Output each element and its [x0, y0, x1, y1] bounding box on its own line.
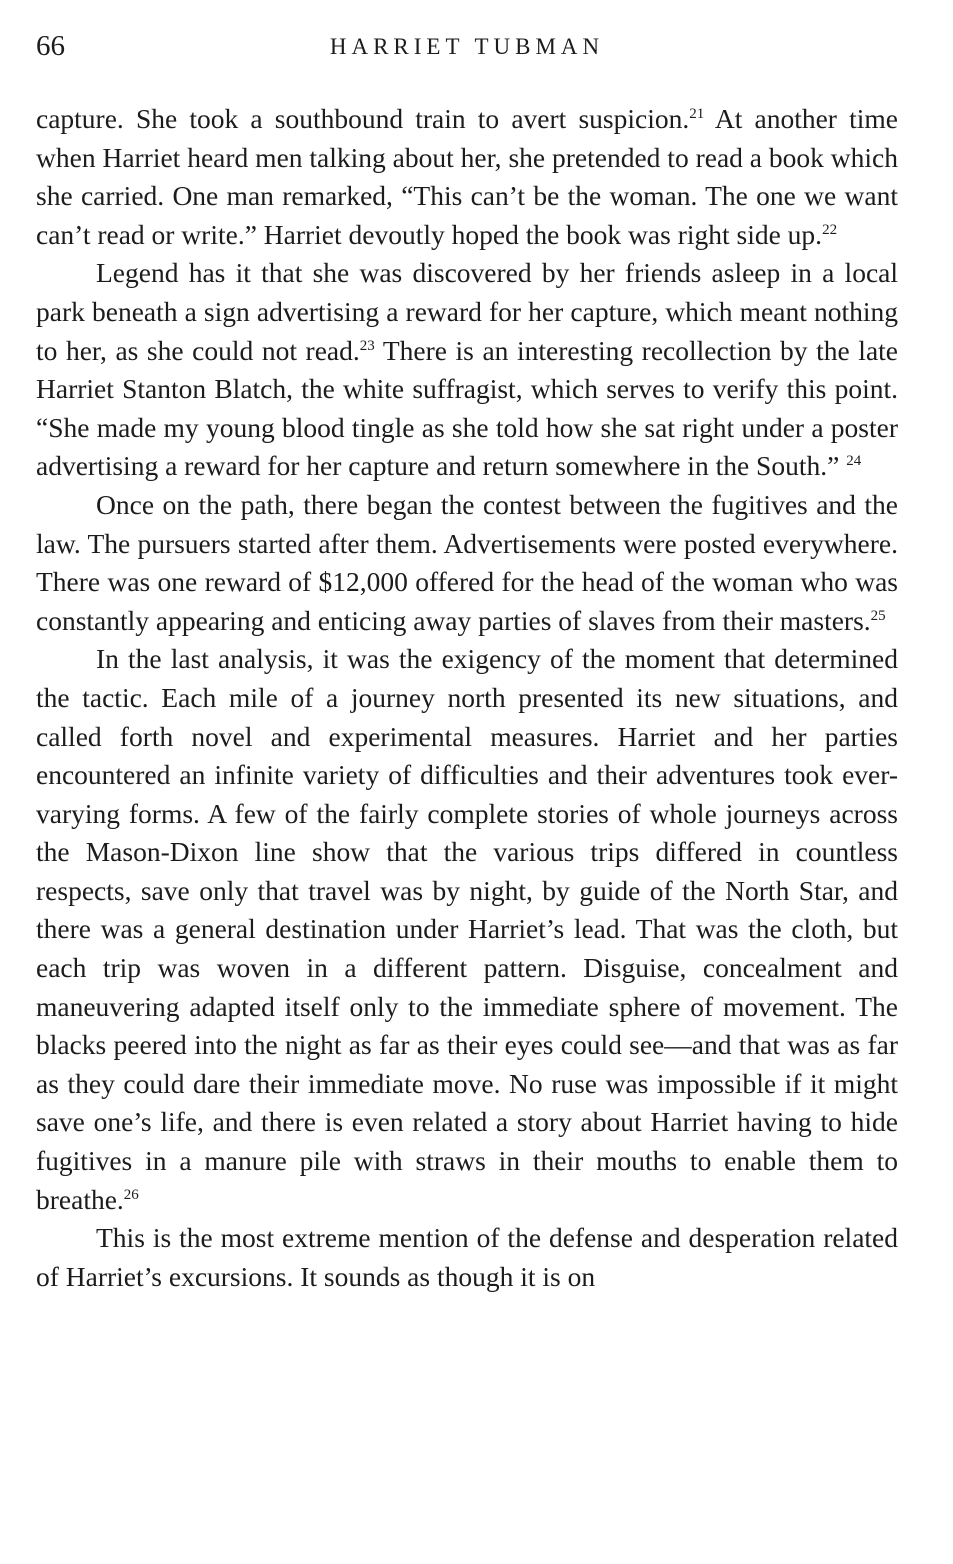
footnote-marker: 26: [123, 1186, 139, 1203]
paragraph-text: In the last analysis, it was the exigency of the moment that determined the tactic. Each mile of a journey north presented its new situations, and called forth novel and experimental measures. Harriet and her parties encountered an infinite variety of difficulties and their adventures took ever-varying forms. A few of the fairly complete stories of whole journeys across the Mason-Dixon line show that the various trips differed in countless respects, save only that travel was by night, by guide of the North Star, and there was a general destination under Harriet’s lead. That was the cloth, but each trip was woven in a different pattern. Disguise, concealment and maneuvering adapted itself only to the immediate sphere of movement. The blacks peered into the night as far as their eyes could see—and that was as far as they could dare their immediate move. No ruse was impossible if it might save one’s life, and there is even related a story about Harriet having to hide fugitives in a manure pile with straws in their mouths to enable them to breathe.: [36, 643, 898, 1215]
page-number: 66: [36, 30, 65, 62]
book-page: [36, 28, 898, 1296]
footnote-marker: 23: [359, 337, 375, 354]
running-head: [36, 28, 898, 72]
body-text: [36, 100, 898, 1296]
paragraph: [36, 640, 898, 1219]
paragraph: [36, 254, 898, 486]
running-title: HARRIET TUBMAN: [329, 34, 605, 59]
paragraph-text: There is an interesting recollection by the late Harriet Stanton Blatch, the white suffragist, which serves to verify this point. “She made my young blood tingle as she told how she sat right under a poster advertising a reward for her capture and return somewhere in the South.”: [36, 334, 898, 482]
paragraph-text: Once on the path, there began the contest between the fugitives and the law. The pursuers started after them. Advertisements were posted everywhere. There was one reward of $12,000 offered for the head of the woman who was constantly appearing and enticing away parties of slaves from their masters.: [36, 488, 898, 636]
footnote-marker: 21: [689, 105, 705, 122]
footnote-marker: 24: [846, 453, 862, 470]
paragraph: [36, 100, 898, 254]
paragraph: [36, 1219, 898, 1296]
paragraph: [36, 486, 898, 640]
paragraph-text: Legend has it that she was discovered by her friends asleep in a local park beneath a sign advertising a reward for her capture, which meant nothing to her, as she could not read.: [36, 257, 898, 366]
paragraph-text: capture. She took a southbound train to avert suspicion.: [36, 103, 690, 134]
footnote-marker: 22: [822, 221, 838, 238]
paragraph-text: This is the most extreme mention of the defense and desperation related of Harriet’s excursions. It sounds as though it is on: [36, 1222, 898, 1292]
paragraph-text: At another time when Harriet heard men talking about her, she pretended to read a book which she carried. One man remarked, “This can’t be the woman. The one we want can’t read or write.” Harriet devoutly hoped the book was right side up.: [36, 103, 898, 250]
footnote-marker: 25: [870, 607, 886, 624]
